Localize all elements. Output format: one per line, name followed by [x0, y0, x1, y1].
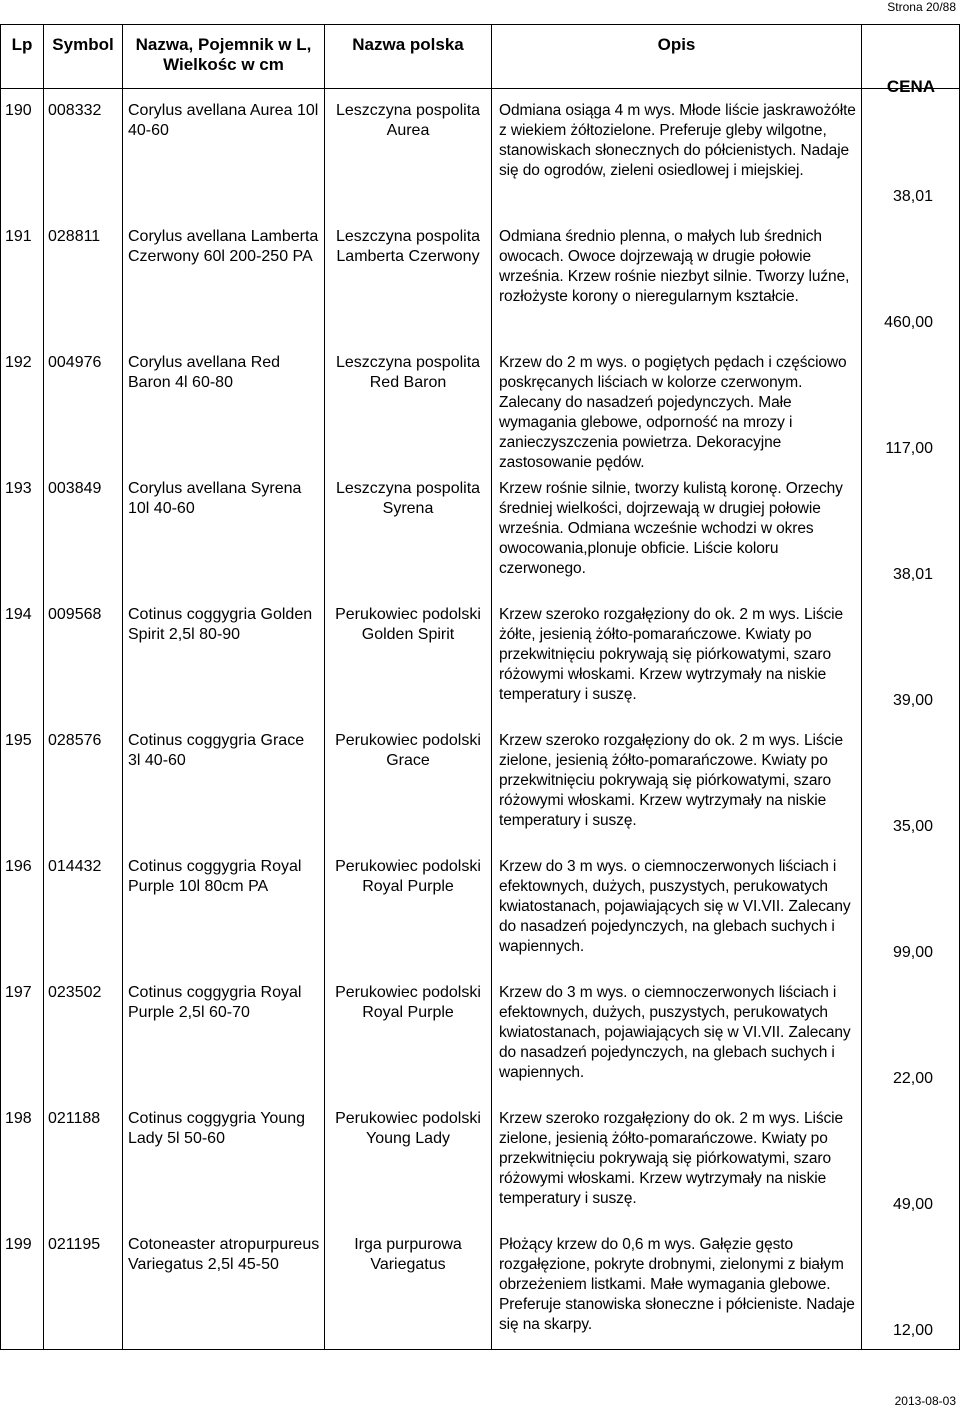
row-lp: 198: [0, 1097, 43, 1223]
row-symbol: 028811: [43, 215, 122, 341]
row-price-cell: [861, 215, 960, 341]
row-description: Krzew szeroko rozgałęziony do ok. 2 m wys. Liście zielone, jesienią żółto-pomarańczowe. Kwiaty po przekwitnięciu pokrywają się piórkowatymi, szaro różowymi włoskami. Krzew wytrzymały na niskie temperatury i suszę.: [491, 1097, 861, 1223]
row-price-cell: [861, 1223, 960, 1349]
row-description: Płożący krzew do 0,6 m wys. Gałęzie gęsto rozgałęzione, pokryte drobnymi, zielonymi z białym obrzeżeniem listkami. Małe wymagania glebowe. Preferuje stanowiska słoneczne i półcieniste. Nadaje się na skarpy.: [491, 1223, 861, 1349]
row-latin-name: Corylus avellana Aurea 10l 40-60: [122, 89, 324, 215]
row-polish-name: Irga purpurowa Variegatus: [324, 1223, 491, 1349]
table-row: [0, 1097, 960, 1223]
header-name: Nazwa, Pojemnik w L, Wielkośc w cm: [122, 25, 324, 88]
row-symbol: 023502: [43, 971, 122, 1097]
row-latin-name: Corylus avellana Lamberta Czerwony 60l 200-250 PA: [122, 215, 324, 341]
table-row: [0, 1223, 960, 1349]
row-price: 22,00: [892, 1070, 933, 1087]
row-lp: 199: [0, 1223, 43, 1349]
table-row: [0, 845, 960, 971]
row-lp: 193: [0, 467, 43, 593]
row-latin-name: Cotinus coggygria Royal Purple 10l 80cm PA: [122, 845, 324, 971]
row-description: Odmiana średnio plenna, o małych lub średnich owocach. Owoce dojrzewają w drugie połowie września. Krzew rośnie niezbyt silnie. Tworzy luźne, rozłożyste korony o nieregularnym kształcie.: [491, 215, 861, 341]
row-price: 117,00: [885, 440, 933, 457]
row-price: 39,00: [892, 692, 933, 709]
table-row: [0, 467, 960, 593]
row-price: 49,00: [892, 1196, 933, 1213]
row-description: Krzew szeroko rozgałęziony do ok. 2 m wys. Liście żółte, jesienią żółto-pomarańczowe. Kwiaty po przekwitnięciu pokrywają się piórkowatymi, szaro różowymi włoskami. Krzew wytrzymały na niskie temperatury i suszę.: [491, 593, 861, 719]
row-latin-name: Cotinus coggygria Grace 3l 40-60: [122, 719, 324, 845]
page-date: 2013-08-03: [894, 1394, 956, 1408]
row-lp: 192: [0, 341, 43, 473]
row-symbol: 021188: [43, 1097, 122, 1223]
header-lp: Lp: [0, 25, 43, 88]
row-description: Krzew do 2 m wys. o pogiętych pędach i częściowo poskręcanych liściach w kolorze czerwonym. Zalecany do nasadzeń pojedynczych. Małe wymagania glebowe, odporność na mrozy i zanieczyszczenia powietrza. Dekoracyjne zastosowanie pędów.: [491, 341, 861, 473]
row-lp: 196: [0, 845, 43, 971]
row-symbol: 004976: [43, 341, 122, 473]
row-description: Krzew szeroko rozgałęziony do ok. 2 m wys. Liście zielone, jesienią żółto-pomarańczowe. Kwiaty po przekwitnięciu pokrywają się piórkowatymi, szaro różowymi włoskami. Krzew wytrzymały na niskie temperatury i suszę.: [491, 719, 861, 845]
row-latin-name: Cotoneaster atropurpureus Variegatus 2,5l 45-50: [122, 1223, 324, 1349]
row-latin-name: Corylus avellana Syrena 10l 40-60: [122, 467, 324, 593]
row-lp: 190: [0, 89, 43, 215]
row-price-cell: [861, 89, 960, 215]
table-row: [0, 593, 960, 719]
row-price-cell: [861, 845, 960, 971]
header-price: CENA: [886, 77, 936, 96]
price-table: [0, 24, 960, 1350]
header-polish-name: Nazwa polska: [324, 25, 491, 88]
table-row: [0, 215, 960, 341]
row-lp: 197: [0, 971, 43, 1097]
row-price: 460,00: [884, 314, 933, 331]
row-polish-name: Perukowiec podolski Golden Spirit: [324, 593, 491, 719]
row-polish-name: Leszczyna pospolita Syrena: [324, 467, 491, 593]
row-latin-name: Corylus avellana Red Baron 4l 60-80: [122, 341, 324, 473]
row-price-cell: [861, 971, 960, 1097]
row-polish-name: Perukowiec podolski Royal Purple: [324, 845, 491, 971]
header-description: Opis: [491, 25, 861, 88]
row-symbol: 003849: [43, 467, 122, 593]
row-latin-name: Cotinus coggygria Young Lady 5l 50-60: [122, 1097, 324, 1223]
row-latin-name: Cotinus coggygria Royal Purple 2,5l 60-70: [122, 971, 324, 1097]
row-price-cell: [861, 593, 960, 719]
row-price: 99,00: [892, 944, 933, 961]
row-polish-name: Perukowiec podolski Young Lady: [324, 1097, 491, 1223]
row-polish-name: Perukowiec podolski Royal Purple: [324, 971, 491, 1097]
row-price: 12,00: [892, 1322, 933, 1339]
row-description: Odmiana osiąga 4 m wys. Młode liście jaskrawożółte z wiekiem żółtozielone. Preferuje gleby wilgotne, stanowiskach słonecznych do półcienistych. Nadaje się do ogrodów, zieleni osiedlowej i miejskiej.: [491, 89, 861, 215]
row-polish-name: Leszczyna pospolita Aurea: [324, 89, 491, 215]
row-price: 35,00: [892, 818, 933, 835]
row-symbol: 028576: [43, 719, 122, 845]
table-body: [0, 89, 960, 1349]
row-lp: 191: [0, 215, 43, 341]
row-price: 38,01: [892, 566, 933, 583]
row-price-cell: [861, 1097, 960, 1223]
row-polish-name: Leszczyna pospolita Lamberta Czerwony: [324, 215, 491, 341]
row-lp: 194: [0, 593, 43, 719]
row-polish-name: Leszczyna pospolita Red Baron: [324, 341, 491, 473]
row-description: Krzew do 3 m wys. o ciemnoczerwonych liściach i efektownych, dużych, puszystych, perukowatych kwiatostanach, pojawiających się w VI.VII. Zalecany do nasadzeń pojedynczych, na glebach suchych i wapiennych.: [491, 971, 861, 1097]
page-number: Strona 20/88: [887, 0, 956, 14]
page-header: [0, 0, 960, 14]
table-row: [0, 341, 960, 471]
row-price-cell: [861, 467, 960, 593]
table-header-row: [0, 25, 960, 89]
row-description: Krzew do 3 m wys. o ciemnoczerwonych liściach i efektownych, dużych, puszystych, perukowatych kwiatostanach, pojawiających się w VI.VII. Zalecany do nasadzeń pojedynczych, na glebach suchych i wapiennych.: [491, 845, 861, 971]
row-symbol: 014432: [43, 845, 122, 971]
table-row: [0, 971, 960, 1097]
row-symbol: 008332: [43, 89, 122, 215]
table-row: [0, 89, 960, 215]
row-price: 38,01: [892, 188, 933, 205]
row-lp: 195: [0, 719, 43, 845]
row-price-cell: [861, 341, 960, 473]
row-latin-name: Cotinus coggygria Golden Spirit 2,5l 80-90: [122, 593, 324, 719]
table-bottom-border: [0, 1349, 960, 1350]
row-polish-name: Perukowiec podolski Grace: [324, 719, 491, 845]
row-symbol: 021195: [43, 1223, 122, 1349]
table-row: [0, 719, 960, 845]
row-price-cell: [861, 719, 960, 845]
row-symbol: 009568: [43, 593, 122, 719]
row-description: Krzew rośnie silnie, tworzy kulistą koronę. Orzechy średniej wielkości, dojrzewają w drugiej połowie września. Odmiana wcześnie wchodzi w okres owocowania,plonuje obficie. Liście koloru czerwonego.: [491, 467, 861, 593]
header-symbol: Symbol: [43, 25, 122, 88]
